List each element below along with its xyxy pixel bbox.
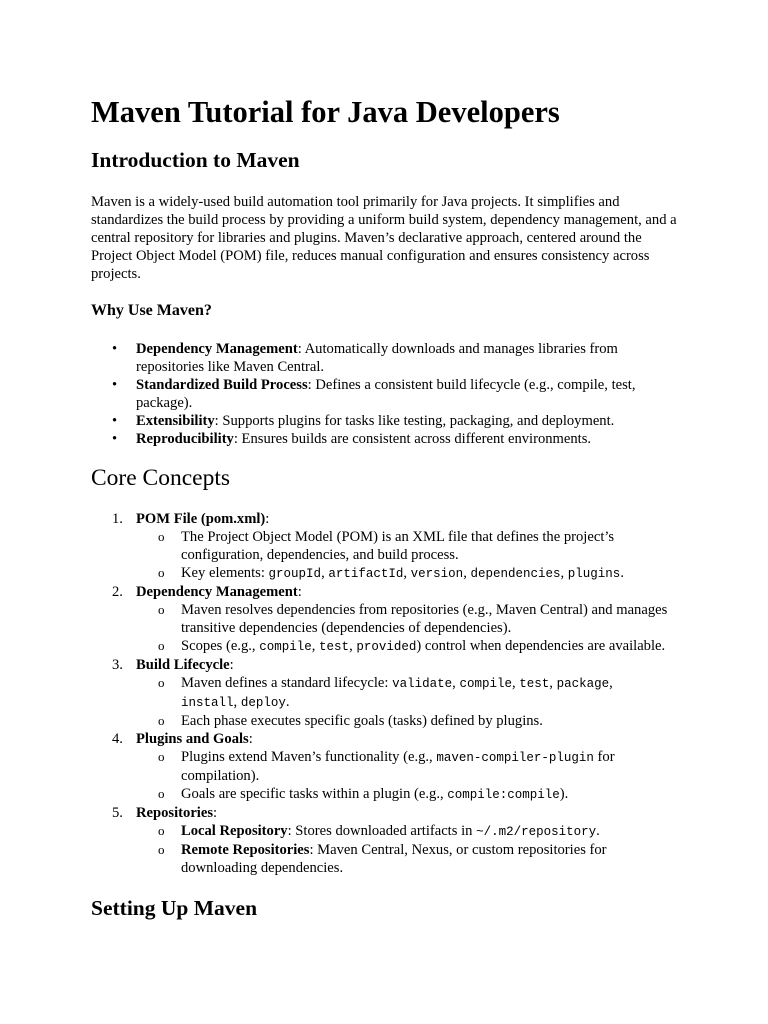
sub-item-end: .	[285, 694, 290, 710]
separator: ,	[349, 638, 357, 654]
item-term: POM File (pom.xml)	[136, 511, 266, 527]
separator: ,	[549, 675, 557, 691]
sub-item-end: ) control when dependencies are available.	[416, 638, 666, 654]
list-item	[91, 430, 646, 448]
item-number: 3.	[112, 657, 123, 673]
code-term: dependencies	[470, 567, 561, 581]
circle-bullet-icon: o	[158, 823, 165, 838]
item-colon: :	[229, 657, 234, 673]
item-term: Build Lifecycle	[136, 657, 230, 673]
item-term: Standardized Build Process	[136, 377, 308, 393]
sub-list	[136, 822, 691, 877]
sub-item-text: Goals are specific tasks within a plugin (e.g.,	[181, 786, 448, 802]
separator: ,	[560, 565, 568, 581]
item-term: Plugins and Goals	[136, 731, 249, 747]
list-item	[91, 656, 691, 730]
item-number: 1.	[112, 511, 123, 527]
bullet-icon: •	[112, 377, 118, 393]
item-term: Repositories	[136, 805, 214, 821]
bullet-icon: •	[112, 341, 118, 357]
sub-list	[136, 748, 691, 804]
code-term: version	[410, 567, 464, 581]
item-colon: :	[297, 584, 302, 600]
sub-item-text: Maven defines a standard lifecycle:	[181, 675, 393, 691]
item-term: Dependency Management	[136, 341, 298, 357]
sub-item-text: The Project Object Model (POM) is an XML file that defines the project’s configuration, dependencies, and build process.	[181, 529, 615, 563]
separator: ,	[609, 675, 613, 691]
sub-item-end: for compilation).	[181, 749, 615, 784]
item-text: : Defines a consistent build lifecycle (e.g., compile, test, package).	[136, 377, 636, 411]
circle-bullet-icon: o	[158, 749, 165, 764]
core-concepts-list	[91, 510, 691, 877]
sub-item-text: Scopes (e.g.,	[181, 638, 260, 654]
sub-item-text: Maven resolves dependencies from repositories (e.g., Maven Central) and manages transitive dependencies (dependencies of dependencies).	[181, 602, 668, 636]
circle-bullet-icon: o	[158, 602, 165, 617]
bullet-icon: •	[112, 413, 118, 429]
core-concepts-heading: Core Concepts	[91, 465, 231, 491]
separator: ,	[452, 675, 460, 691]
code-term: test	[319, 640, 350, 654]
list-item	[91, 583, 691, 656]
document-page	[91, 92, 691, 921]
code-term: provided	[356, 640, 417, 654]
why-heading: Why Use Maven?	[91, 302, 212, 319]
code-term: compile:compile	[447, 788, 560, 802]
item-number: 5.	[112, 805, 123, 821]
sub-list-item	[136, 748, 636, 785]
item-colon: :	[265, 511, 270, 527]
intro-paragraph: Maven is a widely-used build automation tool primarily for Java projects. It simplifies and standardizes the build process by providing a uniform build system, dependency management, and a central repository for libraries and plugins. Maven’s declarative approach, centered around the Project Object Model (POM) file, reduces manual configuration and ensures consistency across projects.	[91, 194, 677, 282]
sub-list-item	[136, 601, 681, 637]
sub-list	[136, 601, 691, 656]
sub-list-item	[136, 712, 681, 730]
code-term: package	[556, 677, 610, 691]
sub-item-text: : Maven Central, Nexus, or custom repositories for downloading dependencies.	[181, 842, 607, 876]
sub-list-item	[136, 841, 631, 877]
intro-heading: Introduction to Maven	[91, 148, 300, 172]
sub-list-item	[136, 564, 681, 583]
separator: ,	[321, 565, 329, 581]
separator: ,	[511, 675, 520, 691]
circle-bullet-icon: o	[158, 638, 165, 653]
circle-bullet-icon: o	[158, 565, 165, 580]
circle-bullet-icon: o	[158, 675, 165, 690]
sub-list	[136, 674, 691, 730]
sub-item-text: Key elements:	[181, 565, 269, 581]
sub-item-end: .	[596, 823, 600, 839]
item-text: : Ensures builds are consistent across different environments.	[233, 431, 592, 447]
separator: ,	[403, 565, 411, 581]
sub-item-text: Plugins extend Maven’s functionality (e.g.,	[181, 749, 437, 765]
item-number: 2.	[112, 584, 123, 600]
bullet-icon: •	[112, 431, 118, 447]
item-colon: :	[213, 805, 218, 821]
document-title: Maven Tutorial for Java Developers	[91, 95, 560, 129]
list-item	[91, 412, 646, 430]
item-term: Reproducibility	[136, 431, 234, 447]
code-term: plugins	[567, 567, 621, 581]
code-term: deploy	[240, 696, 286, 710]
circle-bullet-icon: o	[158, 529, 165, 544]
separator: ,	[463, 565, 471, 581]
sub-list-item	[136, 637, 701, 656]
sub-list-item	[136, 528, 681, 564]
item-term: Dependency Management	[136, 584, 298, 600]
sub-item-end: ).	[559, 786, 569, 802]
code-term: test	[519, 677, 550, 691]
sub-item-term: Local Repository	[181, 823, 288, 839]
code-term: maven-compiler-plugin	[436, 751, 594, 765]
sub-list-item	[136, 785, 681, 804]
circle-bullet-icon: o	[158, 713, 165, 728]
item-text: : Automatically downloads and manages libraries from repositories like Maven Central.	[136, 341, 618, 375]
item-text: : Supports plugins for tasks like testing, packaging, and deployment.	[214, 413, 615, 429]
sub-item-text: Each phase executes specific goals (tasks) defined by plugins.	[181, 713, 543, 729]
list-item	[91, 376, 646, 412]
setting-up-heading: Setting Up Maven	[91, 896, 258, 920]
code-term: install	[181, 696, 234, 710]
list-item	[91, 510, 691, 583]
code-term: compile	[459, 677, 512, 691]
list-item	[91, 340, 646, 376]
code-term: artifactId	[328, 567, 404, 581]
sub-list-item	[136, 674, 636, 712]
sub-item-end: .	[620, 565, 624, 581]
list-item	[91, 804, 691, 877]
sub-item-term: Remote Repositories	[181, 842, 310, 858]
sub-list-item	[136, 822, 681, 841]
code-term: validate	[392, 677, 453, 691]
separator: ,	[233, 694, 241, 710]
circle-bullet-icon: o	[158, 786, 165, 801]
sub-list	[136, 528, 691, 583]
code-term: compile	[259, 640, 312, 654]
code-term: ~/.m2/repository	[476, 825, 597, 839]
code-term: groupId	[268, 567, 322, 581]
circle-bullet-icon: o	[158, 842, 165, 857]
separator: ,	[311, 638, 320, 654]
list-item	[91, 730, 691, 804]
item-colon: :	[248, 731, 253, 747]
sub-item-text: : Stores downloaded artifacts in	[287, 823, 477, 839]
item-number: 4.	[112, 731, 123, 747]
why-list	[91, 340, 691, 448]
item-term: Extensibility	[136, 413, 215, 429]
